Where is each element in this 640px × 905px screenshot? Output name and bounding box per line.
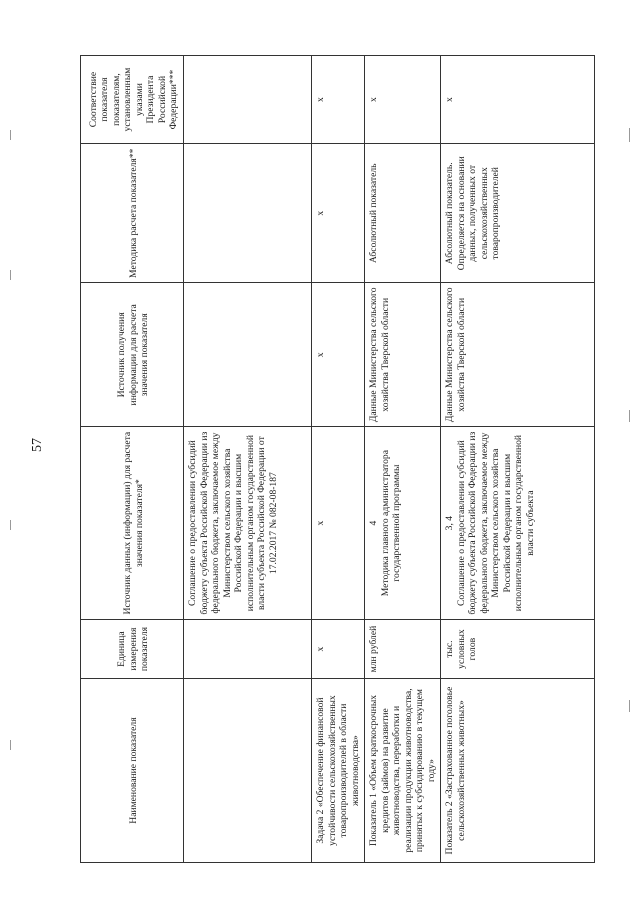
table-row [441, 56, 595, 863]
cell-source: Соглашение о предоставлении субсидий бюджету субъекта Российской Федерации из федерального бюджета, заключаемое между Министерством сельского хозяйства Российской Федерации и высшим исполнительным органом государственной власти субъекта Российской Федерации от 17.02.2017 № 082-08-187 [184, 427, 312, 620]
header-source: Источник данных (информации) для расчета значения показателя* [81, 427, 184, 620]
header-name: Наименование показателя [81, 679, 184, 863]
cell-unit: х [312, 620, 365, 679]
cell-source [441, 427, 595, 620]
cell-name [184, 679, 312, 863]
cell-method [184, 144, 312, 283]
cell-info [184, 283, 312, 427]
indicators-table [80, 55, 595, 863]
cell-info: х [312, 283, 365, 427]
scan-mark [629, 128, 630, 142]
cell-source-text: Методика главного администратора государственной программы [379, 450, 402, 597]
scan-mark [10, 270, 11, 280]
cell-unit [184, 620, 312, 679]
cell-correspondence: х [365, 56, 441, 144]
cell-correspondence: х [312, 56, 365, 144]
scan-mark [10, 740, 11, 750]
table-row [184, 56, 312, 863]
table-row [312, 56, 365, 863]
header-info: Источник получения информации для расчета значения показателя [81, 283, 184, 427]
scan-mark [629, 700, 630, 712]
scan-mark [10, 520, 11, 530]
cell-source-ref: 4 [368, 520, 379, 526]
cell-correspondence: х [441, 56, 595, 144]
cell-name: Показатель 2 «Застрахованное поголовье сельскохозяйственных животных» [441, 679, 595, 863]
cell-info: Данные Министерства сельского хозяйства Тверской области [365, 283, 441, 427]
cell-source-text: Соглашение о предоставлении субсидий бюджету субъекта Российской Федерации из федерального бюджета, заключаемое между Министерством сельского хозяйства Российской Федерации и высшим исполнительным органом государственной власти субъекта [455, 431, 536, 615]
cell-name: Задача 2 «Обеспечение финансовой устойчивости сельскохозяйственных товаропроизводителей в области животноводства» [312, 679, 365, 863]
header-correspondence: Соответствие показателя показателям, установленным указами Президента Российской Федерации*** [81, 56, 184, 144]
scan-mark [629, 410, 630, 422]
header-method: Методика расчета показателя** [81, 144, 184, 283]
table-header-row [81, 56, 184, 863]
page-number: 57 [30, 438, 45, 452]
cell-method: х [312, 144, 365, 283]
cell-method: Абсолютный показатель. Определяется на основании данных, полученных от сельскохозяйственных товаропроизводителей [441, 144, 595, 283]
cell-unit: тыс. условных голов [441, 620, 595, 679]
cell-info: Данные Министерства сельского хозяйства Тверской области [441, 283, 595, 427]
cell-unit: млн рублей [365, 620, 441, 679]
header-unit: Единица измерения показателя [81, 620, 184, 679]
cell-source: х [312, 427, 365, 620]
scan-mark [10, 130, 11, 140]
cell-name: Показатель 1 «Объем краткосрочных кредитов (займов) на развитие животноводства, переработки и реализации продукции животноводства, принятых к субсидированию в текущем году» [365, 679, 441, 863]
table-row [365, 56, 441, 863]
cell-source-ref: 3, 4 [444, 515, 455, 531]
cell-method: Абсолютный показатель [365, 144, 441, 283]
cell-source [365, 427, 441, 620]
cell-correspondence [184, 56, 312, 144]
